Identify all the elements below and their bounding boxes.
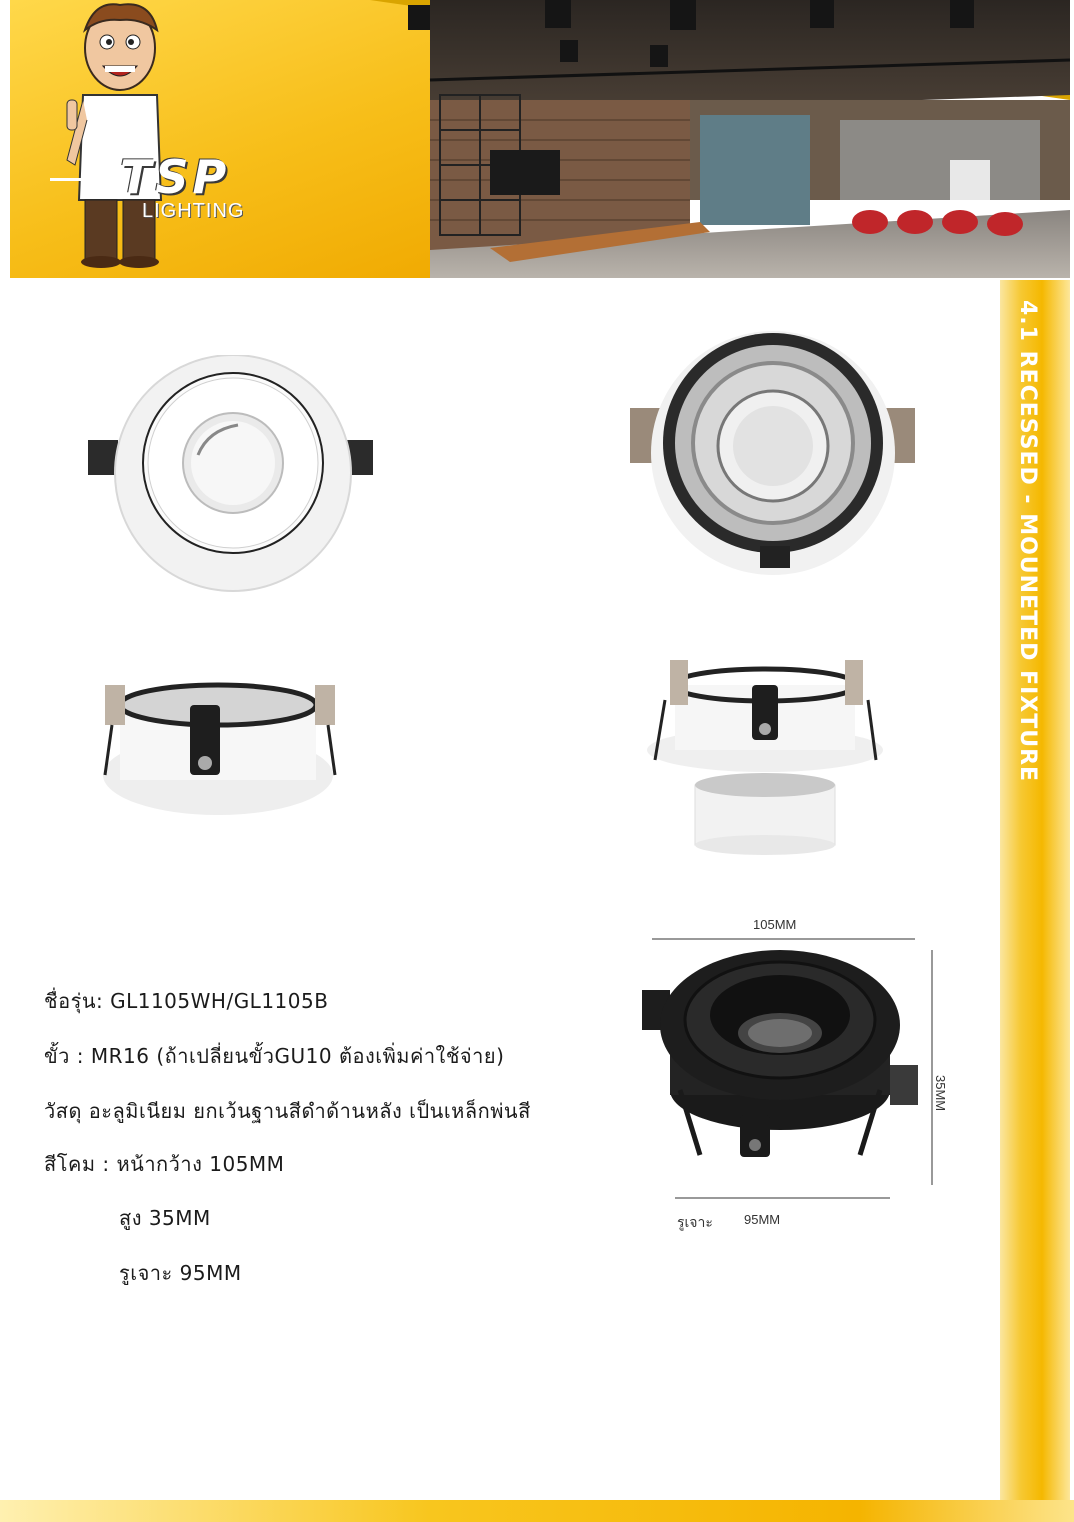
spec-cutout: รูเจาะ 95MM	[119, 1261, 242, 1285]
spec-material: วัสดุ อะลูมิเนียม ยกเว้นฐานสีดำด้านหลัง เป็นเหล็กพ่นสี	[44, 1099, 531, 1123]
dimension-height-label: 35MM	[933, 1075, 948, 1112]
office-interior-photo	[370, 0, 1070, 278]
fixture-side-exploded-white-image	[640, 655, 890, 855]
header-banner	[10, 0, 1070, 278]
spec-model: ชื่อรุ่น: GL1105WH/GL1105B	[44, 989, 329, 1013]
spec-socket: ขั้ว : MR16 (ถ้าเปลี่ยนขั้วGU10 ต้องเพิ่มค่าใช้จ่าย)	[44, 1044, 505, 1068]
fixture-black-image	[640, 905, 970, 1235]
dimension-cutout-label: รูเจาะ	[677, 1214, 713, 1230]
tsp-lighting-logo	[50, 150, 310, 230]
dimension-width-label: 105MM	[753, 917, 797, 932]
logo-tagline: LIGHTING	[142, 200, 245, 222]
logo-brand: TSP	[120, 150, 231, 204]
spec-height: สูง 35MM	[119, 1206, 211, 1230]
dimension-cutout-value: 95MM	[744, 1212, 781, 1227]
bottom-accent-bar	[0, 1500, 1074, 1522]
fixture-side-white-image	[100, 665, 340, 825]
dimension-diagram	[640, 905, 970, 1235]
fixture-front-white-image	[88, 355, 378, 595]
fixture-back-white-image	[625, 328, 915, 578]
spec-width: สีโคม : หน้ากว้าง 105MM	[44, 1152, 285, 1176]
section-label: 4.1 RECESSED - MOUNETED FIXTURE	[1015, 300, 1040, 783]
